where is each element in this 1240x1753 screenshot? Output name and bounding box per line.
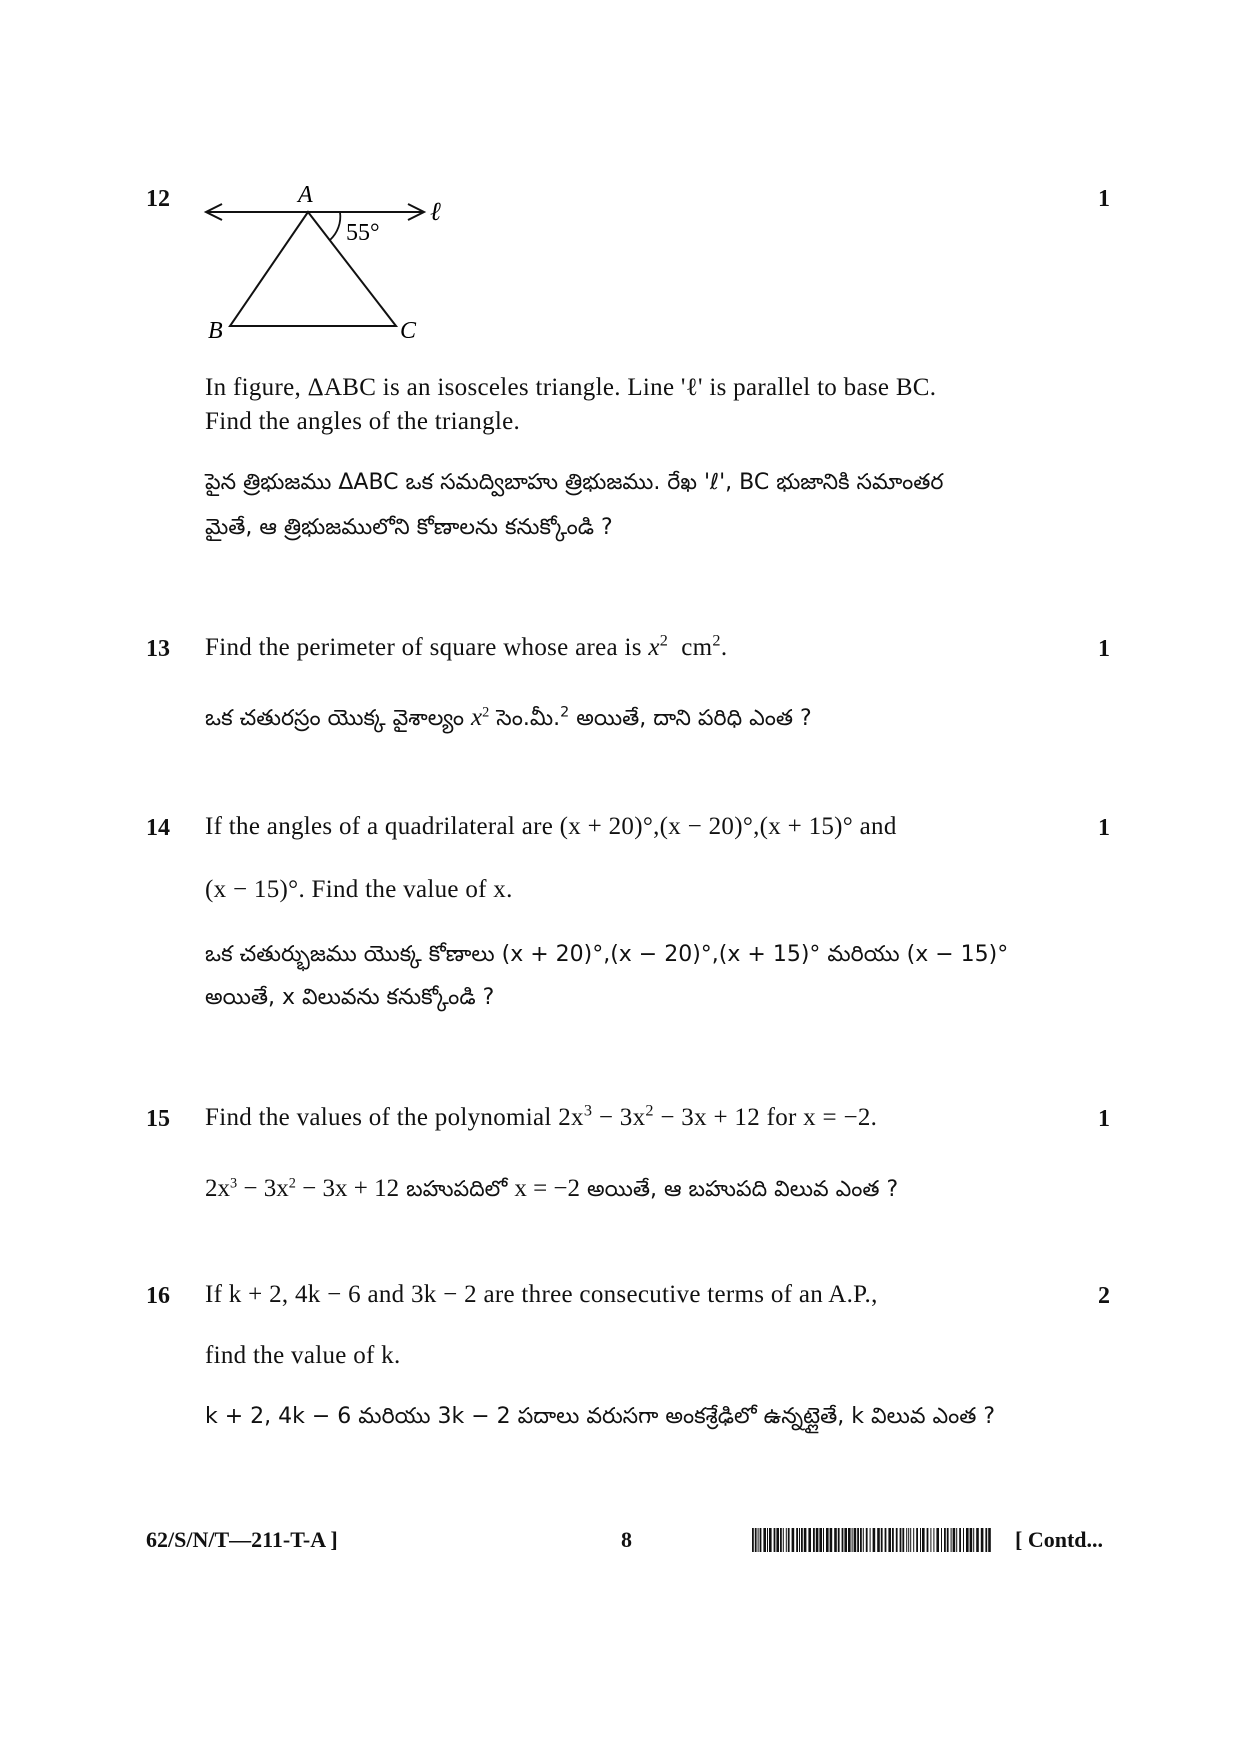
vertex-label-c: C <box>400 318 417 344</box>
telugu-text-line-1: పైన త్రిభుజము ΔABC ఒక సమద్విబాహు త్రిభుజము. రేఖ 'ℓ', BC భుజానికి సమాంతర <box>205 470 944 495</box>
barcode-image <box>752 1528 992 1552</box>
exponent: 2 <box>712 631 721 650</box>
exponent: 2 <box>659 631 669 650</box>
math-variable: x <box>648 634 660 661</box>
question-number: 15 <box>146 1106 170 1132</box>
text-segment: . <box>870 1104 878 1131</box>
unit: cm <box>681 634 713 661</box>
triangle-figure <box>200 186 460 346</box>
exponent: 2 <box>288 1175 296 1192</box>
line-label-l: ℓ <box>430 197 441 226</box>
question-marks: 1 <box>1098 1106 1110 1132</box>
page-number: 8 <box>621 1527 632 1552</box>
english-text-line-2: Find the angles of the triangle. <box>205 408 521 435</box>
question-number: 14 <box>146 815 170 841</box>
vertex-label-a: A <box>298 186 313 208</box>
angle-label: 55° <box>346 220 380 246</box>
unit: సెం.మీ. <box>489 706 561 731</box>
exponent: 3 <box>230 1175 238 1192</box>
telugu-text-line-1: k + 2, 4k − 6 మరియు 3k − 2 పదాలు వరుసగా అంకశ్రేఢిలో ఉన్నట్లైతే, k విలువ ఎంత ? <box>205 1404 996 1429</box>
telugu-text <box>205 1175 898 1207</box>
english-text-line-2: find the value of k. <box>205 1342 401 1369</box>
telugu-text-line-2: మైతే, ఆ త్రిభుజములోని కోణాలను కనుక్కోండి ? <box>205 515 613 540</box>
english-text-line-1: If the angles of a quadrilateral are (x + 20)°,(x − 20)°,(x + 15)° and <box>205 813 897 840</box>
paper-code: 62/S/N/T—211-T-A ] <box>146 1527 338 1552</box>
text-segment: Find the perimeter of square whose area is <box>205 634 649 661</box>
math-term: − 3x + 12 <box>295 1175 400 1202</box>
vertex-label-b: B <box>208 318 223 344</box>
question-number: 12 <box>146 186 170 212</box>
question-number: 13 <box>146 636 170 662</box>
math-term: 2x <box>205 1175 230 1202</box>
text-segment: Find the values of the polynomial <box>205 1104 559 1131</box>
continued-label: [ Contd... <box>1015 1527 1104 1552</box>
english-text <box>205 631 728 662</box>
math-term: 2x <box>558 1104 584 1131</box>
math-variable: x <box>471 704 483 731</box>
english-text <box>205 1101 878 1132</box>
question-number: 16 <box>146 1283 170 1309</box>
text-segment: for <box>760 1104 804 1131</box>
math-term: − 3x <box>592 1104 646 1131</box>
exponent: 3 <box>583 1101 593 1120</box>
exponent: 2 <box>482 704 490 721</box>
math-term: − 3x <box>237 1175 289 1202</box>
telugu-text <box>205 704 812 736</box>
math-condition: x = −2 <box>803 1104 871 1131</box>
exponent: 2 <box>645 1101 654 1120</box>
math-term: − 3x + 12 <box>653 1104 761 1131</box>
math-condition: x = −2 <box>514 1175 581 1202</box>
english-text-line-1: In figure, ΔABC is an isosceles triangle. Line 'ℓ' is parallel to base BC. <box>205 374 937 401</box>
text-segment: ఒక చతురస్రం యొక్క వైశాల్యం <box>205 706 472 731</box>
text-segment: అయితే, ఆ బహుపది విలువ ఎంత ? <box>580 1177 899 1202</box>
text-segment: అయితే, దాని పరిధి ఎంత ? <box>569 706 812 731</box>
exponent: 2 <box>560 704 570 721</box>
question-marks: 1 <box>1098 636 1110 662</box>
english-text-line-1: If k + 2, 4k − 6 and 3k − 2 are three consecutive terms of an A.P., <box>205 1281 878 1308</box>
text-segment: . <box>720 634 728 661</box>
telugu-text-line-2: అయితే, x విలువను కనుక్కోండి ? <box>205 985 495 1010</box>
text-segment: బహుపదిలో <box>399 1177 515 1202</box>
question-marks: 1 <box>1098 815 1110 841</box>
telugu-text-line-1: ఒక చతుర్భుజము యొక్క కోణాలు (x + 20)°,(x − 20)°,(x + 15)° మరియు (x − 15)° <box>205 942 1009 967</box>
question-marks: 1 <box>1098 186 1110 212</box>
question-marks: 2 <box>1098 1283 1110 1309</box>
english-text-line-2: (x − 15)°. Find the value of x. <box>205 876 513 903</box>
